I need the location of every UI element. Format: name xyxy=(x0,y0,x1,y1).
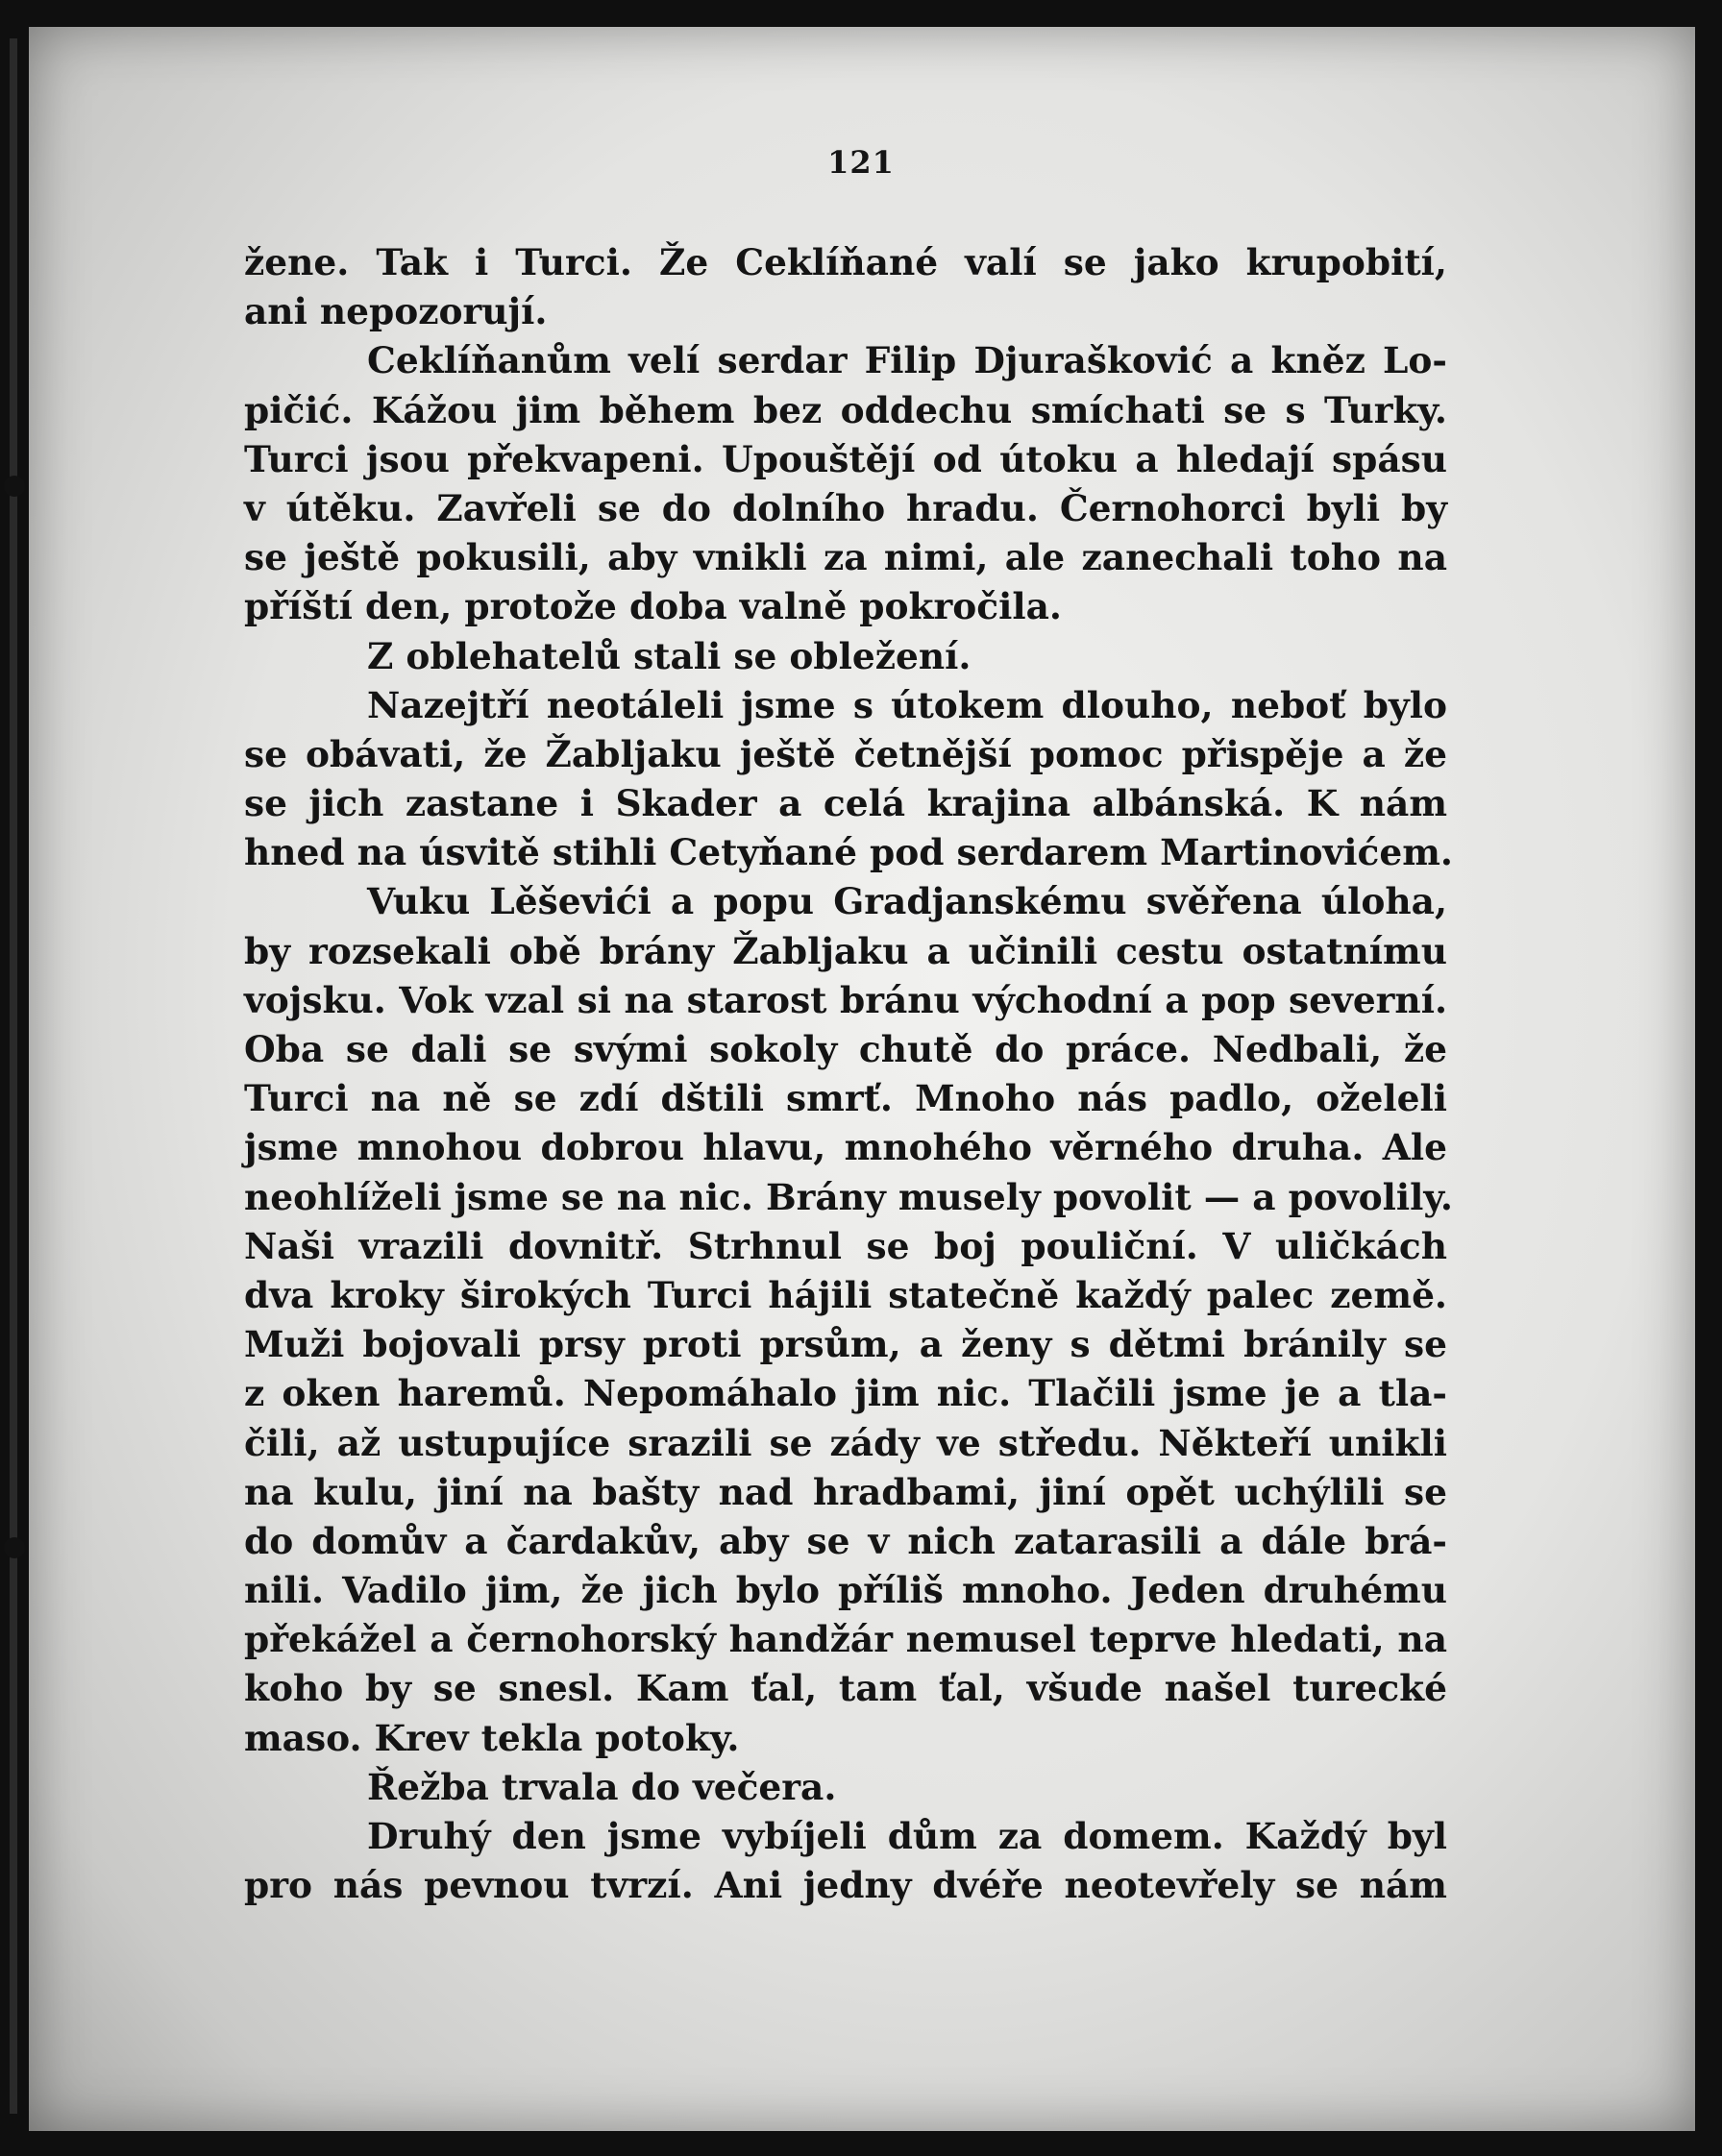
text-line: pro nás pevnou tvrzí. Ani jedny dvéře neotevřely se nám xyxy=(244,1864,1447,1907)
text-line: žene. Tak i Turci. Že Ceklíňané valí se jako krupobití, xyxy=(244,241,1447,283)
text-line: Turci jsou překvapeni. Upouštějí od útoku a hledají spásu xyxy=(244,437,1447,480)
paragraph-first-line: Vuku Lěševići a popu Gradjanskému svěřena úloha, xyxy=(367,880,1447,923)
paragraph-first-line: Z oblehatelů stali se obležení. xyxy=(367,634,972,677)
text-line: maso. Krev tekla potoky. xyxy=(244,1716,740,1759)
text-line: neohlíželi jsme se na nic. Brány musely povolit — a povolily. xyxy=(244,1175,1453,1218)
text-line: pičić. Kážou jim během bez oddechu smíchati se s Turky. xyxy=(244,388,1447,431)
text-line: hned na úsvitě stihli Cetyňané pod serdarem Martinovićem. xyxy=(244,831,1453,874)
text-line: na kulu, jiní na bašty nad hradbami, jiní opět uchýlili se xyxy=(244,1470,1447,1513)
text-line: z oken haremů. Nepomáhalo jim nic. Tlačili jsme je a tla- xyxy=(244,1372,1447,1415)
text-line: se jich zastane i Skader a celá krajina albánská. K nám xyxy=(244,782,1447,825)
text-line: ani nepozorují. xyxy=(244,290,548,333)
text-line: Muži bojovali prsy proti prsům, a ženy s dětmi bránily se xyxy=(244,1323,1447,1366)
book-binding-edge xyxy=(10,38,17,2114)
text-line: v útěku. Zavřeli se do dolního hradu. Černohorci byli by xyxy=(244,486,1447,529)
text-line: čili, až ustupujíce srazili se zády ve středu. Někteří unikli xyxy=(244,1421,1447,1464)
text-line: dva kroky širokých Turci hájili statečně každý palec země. xyxy=(244,1273,1447,1316)
text-line: Oba se dali se svými sokoly chutě do práce. Nedbali, že xyxy=(244,1028,1447,1070)
binding-hole-mark xyxy=(4,476,25,497)
text-line: příští den, protože doba valně pokročila. xyxy=(244,585,1062,628)
text-line: by rozsekali obě brány Žabljaku a učinili cestu ostatnímu xyxy=(244,929,1447,972)
text-line: jsme mnohou dobrou hlavu, mnohého věrného druha. Ale xyxy=(244,1126,1447,1169)
text-line: vojsku. Vok vzal si na starost bránu východní a pop severní. xyxy=(244,978,1447,1021)
text-line: do domův a čardakův, aby se v nich zatarasili a dále brá- xyxy=(244,1519,1447,1562)
body-text xyxy=(244,238,1453,1910)
text-line: nili. Vadilo jim, že jich bylo příliš mnoho. Jeden druhému xyxy=(244,1569,1447,1612)
paragraph-first-line: Řežba trvala do večera. xyxy=(367,1765,837,1808)
binding-hole-mark xyxy=(4,1537,25,1558)
page-number: 121 xyxy=(827,144,895,181)
text-line: Naši vrazili dovnitř. Strhnul se boj pouliční. V uličkách xyxy=(244,1224,1447,1267)
text-line: překážel a černohorský handžár nemusel teprve hledati, na xyxy=(244,1618,1447,1661)
paragraph-first-line: Nazejtří neotáleli jsme s útokem dlouho, neboť bylo xyxy=(367,683,1447,726)
paragraph-first-line: Druhý den jsme vybíjeli dům za domem. Každý byl xyxy=(367,1815,1447,1857)
text-line: koho by se snesl. Kam ťal, tam ťal, všude našel turecké xyxy=(244,1667,1447,1710)
paragraph-first-line: Ceklíňanům velí serdar Filip Djurašković a kněz Lo- xyxy=(367,339,1447,382)
text-line: Turci na ně se zdí dštili smrť. Mnoho nás padlo, oželeli xyxy=(244,1077,1447,1120)
text-line: se obávati, že Žabljaku ještě četnější pomoc přispěje a že xyxy=(244,732,1447,775)
text-line: se ještě pokusili, aby vnikli za nimi, ale zanechali toho na xyxy=(244,536,1447,579)
